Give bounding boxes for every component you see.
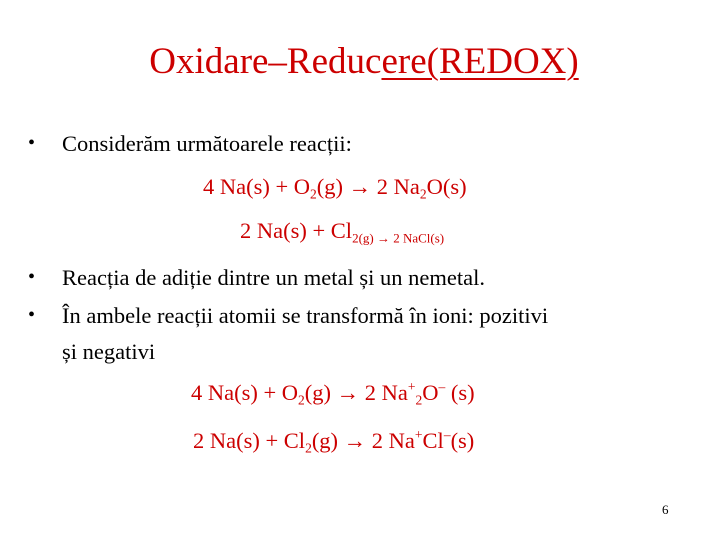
bullet-text: și negativi xyxy=(62,339,156,364)
title-text: Oxidare–Reduc xyxy=(149,41,382,82)
equation-2: 2 $Na(s) + Cl_{2(g) \to 2 NaCl(s)}$ xyxy=(240,218,445,246)
page-number: 6 xyxy=(662,502,669,517)
slide-title xyxy=(0,40,728,83)
bullet-icon: • xyxy=(28,132,36,154)
bullet-text: Considerăm următoarele reacții: xyxy=(62,131,352,156)
bullet-text: Reacția de adiție dintre un metal și un nemetal. xyxy=(62,265,485,290)
bullet-icon: • xyxy=(28,304,36,326)
bullet-icon: • xyxy=(28,266,36,288)
equation-1: 4 $Na(s) + O_2(g) \to 2$ $Na_2O(s)$ xyxy=(203,174,467,202)
title-underlined-text: ere(REDOX) xyxy=(381,41,579,82)
bullet-text: În ambele reacții atomii se transformă în ioni: pozitivi xyxy=(62,303,549,328)
equation-4: 2 $Na(s) + Cl_2(g) \to 2$ Na+Cl–(s) xyxy=(193,427,475,456)
equation-3: 4 $Na(s) + O_2(g) \to 2$ $Na^+_2O^-$ (s) xyxy=(191,379,475,408)
